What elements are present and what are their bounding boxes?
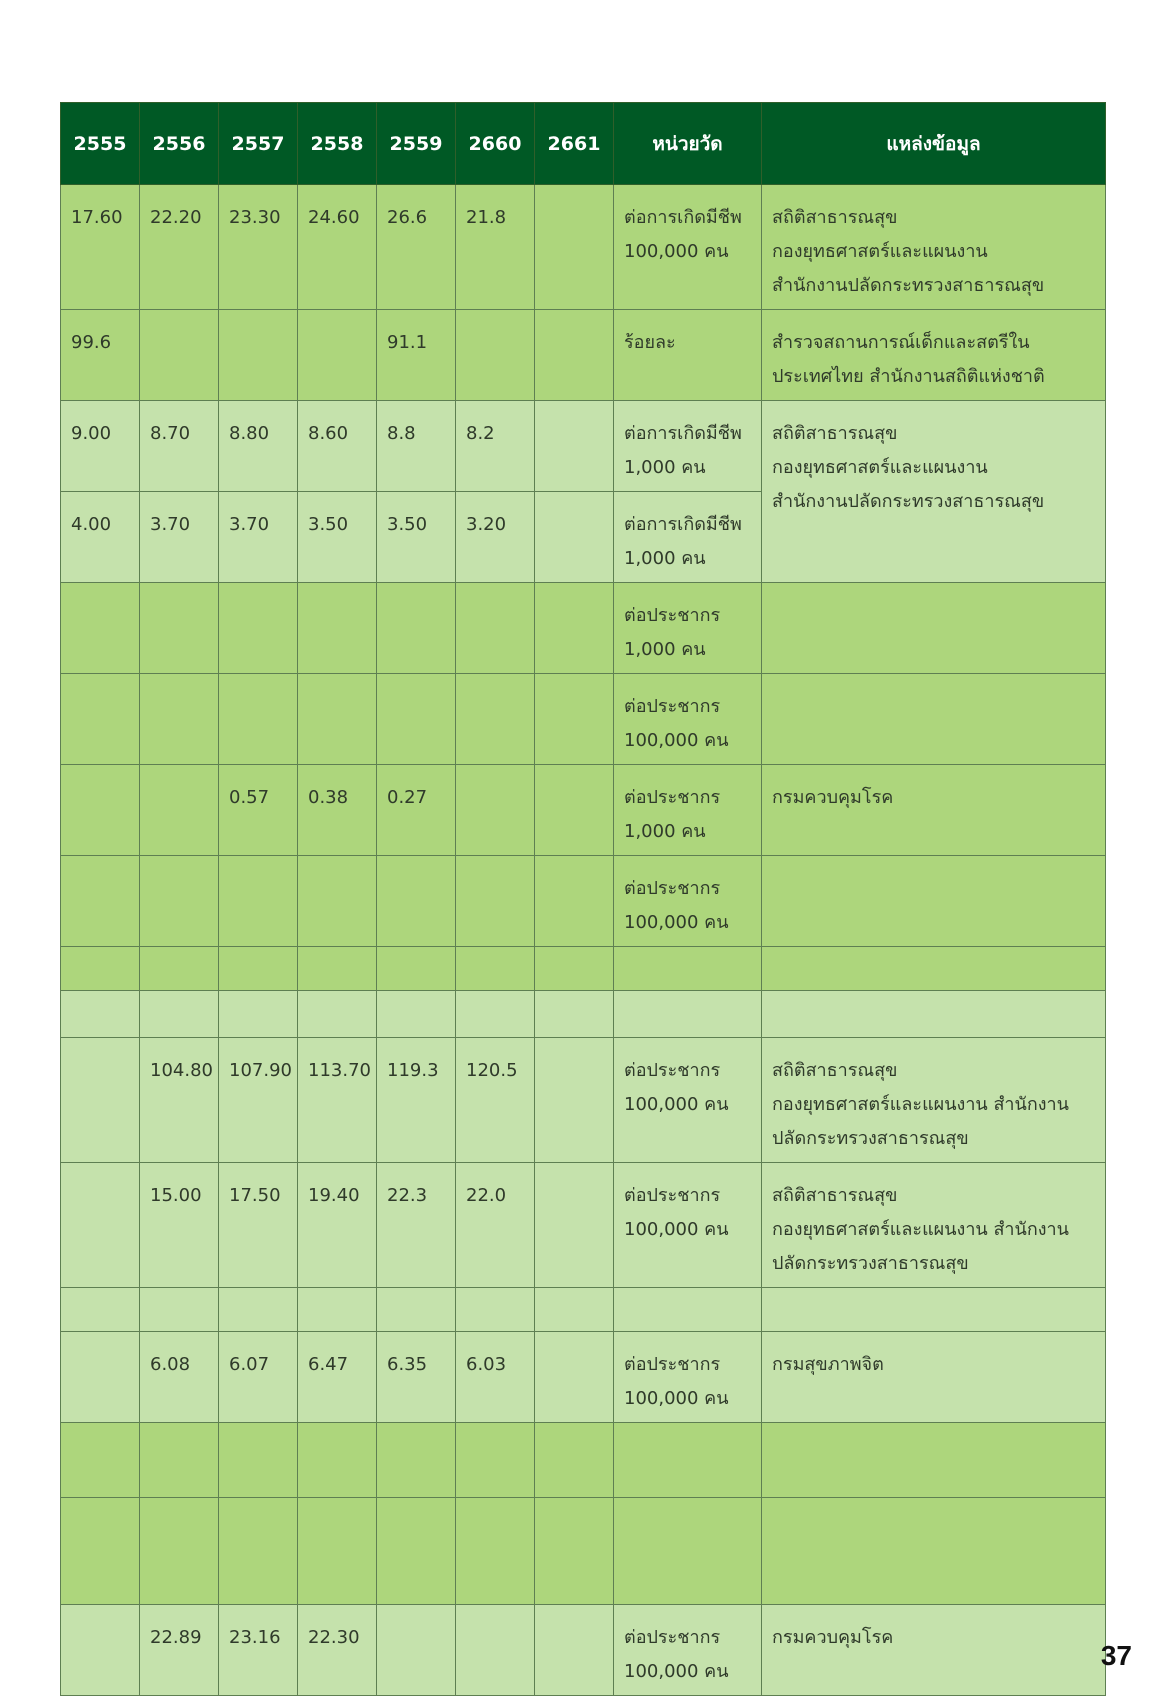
value-cell bbox=[140, 1288, 219, 1332]
source-cell: สถิติสาธารณสุข กองยุทธศาสตร์และแผนงาน สำนักงาน ปลัดกระทรวงสาธารณสุข bbox=[762, 1038, 1106, 1163]
value-cell bbox=[377, 991, 456, 1038]
value-cell bbox=[298, 583, 377, 674]
value-cell bbox=[140, 947, 219, 991]
unit-cell: ต่อประชากร 100,000 คน bbox=[614, 1163, 762, 1288]
value-cell bbox=[219, 1498, 298, 1605]
table-row bbox=[61, 185, 1106, 310]
value-cell: 22.89 bbox=[140, 1605, 219, 1696]
value-cell: 22.20 bbox=[140, 185, 219, 310]
unit-cell bbox=[614, 947, 762, 991]
source-cell bbox=[762, 947, 1106, 991]
value-cell bbox=[456, 1498, 535, 1605]
unit-cell: ต่อประชากร 100,000 คน bbox=[614, 1332, 762, 1423]
value-cell: 8.80 bbox=[219, 401, 298, 492]
value-cell: 0.27 bbox=[377, 765, 456, 856]
value-cell bbox=[298, 856, 377, 947]
value-cell: 23.16 bbox=[219, 1605, 298, 1696]
value-cell bbox=[377, 1605, 456, 1696]
header-cell: 2555 bbox=[61, 103, 140, 185]
table-row bbox=[61, 674, 1106, 765]
value-cell bbox=[456, 583, 535, 674]
header-cell: 2558 bbox=[298, 103, 377, 185]
unit-cell: ต่อการเกิดมีชีพ 1,000 คน bbox=[614, 492, 762, 583]
unit-cell bbox=[614, 1423, 762, 1498]
table-row bbox=[61, 310, 1106, 401]
value-cell: 120.5 bbox=[456, 1038, 535, 1163]
value-cell bbox=[535, 1498, 614, 1605]
value-cell: 4.00 bbox=[61, 492, 140, 583]
value-cell bbox=[456, 947, 535, 991]
unit-cell bbox=[614, 991, 762, 1038]
value-cell bbox=[535, 185, 614, 310]
value-cell bbox=[535, 1038, 614, 1163]
value-cell bbox=[61, 583, 140, 674]
value-cell: 107.90 bbox=[219, 1038, 298, 1163]
value-cell: 23.30 bbox=[219, 185, 298, 310]
value-cell bbox=[535, 583, 614, 674]
value-cell: 17.50 bbox=[219, 1163, 298, 1288]
table-row bbox=[61, 1038, 1106, 1163]
value-cell: 19.40 bbox=[298, 1163, 377, 1288]
header-cell: 2661 bbox=[535, 103, 614, 185]
value-cell: 3.50 bbox=[298, 492, 377, 583]
value-cell bbox=[61, 1288, 140, 1332]
source-cell: สถิติสาธารณสุข กองยุทธศาสตร์และแผนงาน สำนักงานปลัดกระทรวงสาธารณสุข bbox=[762, 185, 1106, 310]
header-cell: 2660 bbox=[456, 103, 535, 185]
source-cell: สถิติสาธารณสุข กองยุทธศาสตร์และแผนงาน สำนักงาน ปลัดกระทรวงสาธารณสุข bbox=[762, 1163, 1106, 1288]
value-cell: 22.3 bbox=[377, 1163, 456, 1288]
value-cell: 8.70 bbox=[140, 401, 219, 492]
value-cell bbox=[61, 765, 140, 856]
value-cell bbox=[377, 856, 456, 947]
value-cell bbox=[456, 310, 535, 401]
value-cell: 26.6 bbox=[377, 185, 456, 310]
value-cell bbox=[377, 674, 456, 765]
unit-cell: ต่อประชากร 1,000 คน bbox=[614, 583, 762, 674]
source-cell: กรมควบคุมโรค bbox=[762, 1605, 1106, 1696]
source-cell bbox=[762, 1288, 1106, 1332]
value-cell bbox=[61, 947, 140, 991]
table-row bbox=[61, 947, 1106, 991]
value-cell bbox=[377, 1288, 456, 1332]
value-cell: 3.20 bbox=[456, 492, 535, 583]
value-cell bbox=[298, 674, 377, 765]
value-cell bbox=[535, 1288, 614, 1332]
source-cell: สำรวจสถานการณ์เด็กและสตรีใน ประเทศไทย สำนักงานสถิติแห่งชาติ bbox=[762, 310, 1106, 401]
value-cell bbox=[219, 583, 298, 674]
value-cell bbox=[535, 401, 614, 492]
value-cell bbox=[219, 310, 298, 401]
value-cell: 15.00 bbox=[140, 1163, 219, 1288]
header-cell-source: แหล่งข้อมูล bbox=[762, 103, 1106, 185]
value-cell bbox=[535, 947, 614, 991]
value-cell bbox=[219, 856, 298, 947]
value-cell bbox=[61, 1498, 140, 1605]
value-cell bbox=[456, 991, 535, 1038]
unit-cell: ต่อประชากร 100,000 คน bbox=[614, 1605, 762, 1696]
value-cell: 3.50 bbox=[377, 492, 456, 583]
value-cell bbox=[377, 583, 456, 674]
value-cell bbox=[535, 991, 614, 1038]
table-row bbox=[61, 1332, 1106, 1423]
value-cell: 119.3 bbox=[377, 1038, 456, 1163]
value-cell bbox=[61, 856, 140, 947]
unit-cell: ต่อการเกิดมีชีพ 100,000 คน bbox=[614, 185, 762, 310]
header-cell: 2556 bbox=[140, 103, 219, 185]
table-row bbox=[61, 1498, 1106, 1605]
value-cell bbox=[219, 674, 298, 765]
value-cell bbox=[61, 674, 140, 765]
value-cell: 24.60 bbox=[298, 185, 377, 310]
value-cell bbox=[456, 1423, 535, 1498]
value-cell bbox=[298, 1498, 377, 1605]
value-cell: 21.8 bbox=[456, 185, 535, 310]
value-cell bbox=[535, 674, 614, 765]
value-cell: 6.08 bbox=[140, 1332, 219, 1423]
value-cell bbox=[377, 1498, 456, 1605]
value-cell: 6.47 bbox=[298, 1332, 377, 1423]
value-cell bbox=[61, 1038, 140, 1163]
value-cell bbox=[61, 991, 140, 1038]
value-cell: 8.8 bbox=[377, 401, 456, 492]
value-cell bbox=[535, 765, 614, 856]
value-cell bbox=[535, 1332, 614, 1423]
value-cell bbox=[298, 947, 377, 991]
value-cell bbox=[456, 856, 535, 947]
value-cell bbox=[219, 1423, 298, 1498]
table-row bbox=[61, 991, 1106, 1038]
unit-cell: ต่อประชากร 100,000 คน bbox=[614, 856, 762, 947]
header-row bbox=[61, 103, 1106, 185]
value-cell bbox=[219, 991, 298, 1038]
value-cell bbox=[456, 674, 535, 765]
unit-cell: ต่อประชากร 100,000 คน bbox=[614, 674, 762, 765]
value-cell: 104.80 bbox=[140, 1038, 219, 1163]
value-cell bbox=[140, 310, 219, 401]
value-cell bbox=[298, 310, 377, 401]
header-cell: 2557 bbox=[219, 103, 298, 185]
value-cell bbox=[298, 991, 377, 1038]
value-cell bbox=[140, 765, 219, 856]
table-body bbox=[61, 185, 1106, 1696]
value-cell: 22.0 bbox=[456, 1163, 535, 1288]
unit-cell: ต่อประชากร 1,000 คน bbox=[614, 765, 762, 856]
header-cell-unit: หน่วยวัด bbox=[614, 103, 762, 185]
table-row bbox=[61, 401, 1106, 492]
value-cell bbox=[140, 1498, 219, 1605]
table-row bbox=[61, 1163, 1106, 1288]
value-cell bbox=[61, 1163, 140, 1288]
value-cell bbox=[377, 947, 456, 991]
value-cell: 8.60 bbox=[298, 401, 377, 492]
table-row bbox=[61, 1423, 1106, 1498]
value-cell bbox=[140, 991, 219, 1038]
value-cell bbox=[456, 1605, 535, 1696]
value-cell bbox=[535, 1605, 614, 1696]
unit-cell: ร้อยละ bbox=[614, 310, 762, 401]
source-cell bbox=[762, 991, 1106, 1038]
table-row bbox=[61, 765, 1106, 856]
value-cell: 3.70 bbox=[140, 492, 219, 583]
value-cell bbox=[219, 1288, 298, 1332]
source-cell: กรมสุขภาพจิต bbox=[762, 1332, 1106, 1423]
source-cell bbox=[762, 856, 1106, 947]
table-row bbox=[61, 856, 1106, 947]
value-cell bbox=[535, 310, 614, 401]
value-cell: 99.6 bbox=[61, 310, 140, 401]
source-cell: กรมควบคุมโรค bbox=[762, 765, 1106, 856]
source-cell bbox=[762, 674, 1106, 765]
value-cell: 9.00 bbox=[61, 401, 140, 492]
value-cell: 0.57 bbox=[219, 765, 298, 856]
unit-cell bbox=[614, 1288, 762, 1332]
value-cell: 6.35 bbox=[377, 1332, 456, 1423]
value-cell bbox=[535, 492, 614, 583]
value-cell: 8.2 bbox=[456, 401, 535, 492]
value-cell bbox=[61, 1332, 140, 1423]
value-cell bbox=[456, 765, 535, 856]
value-cell: 22.30 bbox=[298, 1605, 377, 1696]
value-cell bbox=[377, 1423, 456, 1498]
value-cell: 0.38 bbox=[298, 765, 377, 856]
value-cell: 6.07 bbox=[219, 1332, 298, 1423]
page-number: 37 bbox=[1100, 1640, 1132, 1671]
value-cell bbox=[456, 1288, 535, 1332]
value-cell bbox=[140, 583, 219, 674]
value-cell: 3.70 bbox=[219, 492, 298, 583]
value-cell: 113.70 bbox=[298, 1038, 377, 1163]
value-cell: 17.60 bbox=[61, 185, 140, 310]
unit-cell: ต่อการเกิดมีชีพ 1,000 คน bbox=[614, 401, 762, 492]
table-row bbox=[61, 1288, 1106, 1332]
value-cell: 6.03 bbox=[456, 1332, 535, 1423]
source-cell bbox=[762, 583, 1106, 674]
unit-cell bbox=[614, 1498, 762, 1605]
source-cell: สถิติสาธารณสุข กองยุทธศาสตร์และแผนงาน สำนักงานปลัดกระทรวงสาธารณสุข bbox=[762, 401, 1106, 583]
table-row bbox=[61, 583, 1106, 674]
value-cell bbox=[535, 1163, 614, 1288]
value-cell bbox=[535, 856, 614, 947]
source-cell bbox=[762, 1423, 1106, 1498]
value-cell bbox=[140, 856, 219, 947]
value-cell bbox=[298, 1288, 377, 1332]
table-row bbox=[61, 1605, 1106, 1696]
header-cell: 2559 bbox=[377, 103, 456, 185]
value-cell bbox=[61, 1605, 140, 1696]
value-cell bbox=[535, 1423, 614, 1498]
value-cell bbox=[298, 1423, 377, 1498]
value-cell bbox=[219, 947, 298, 991]
value-cell bbox=[140, 674, 219, 765]
value-cell: 91.1 bbox=[377, 310, 456, 401]
unit-cell: ต่อประชากร 100,000 คน bbox=[614, 1038, 762, 1163]
value-cell bbox=[140, 1423, 219, 1498]
source-cell bbox=[762, 1498, 1106, 1605]
value-cell bbox=[61, 1423, 140, 1498]
indicator-table bbox=[60, 102, 1106, 1696]
